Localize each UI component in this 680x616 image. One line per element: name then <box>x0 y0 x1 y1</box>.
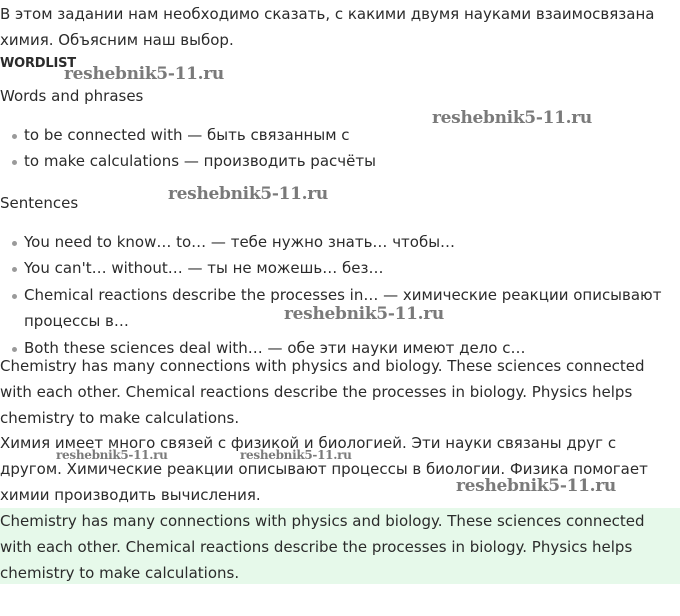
watermark: reshebnik5-11.ru <box>240 448 352 462</box>
words-heading: Words and phrases <box>0 87 144 105</box>
answer-text: Chemistry has many connections with physics and biology. These sciences connected with each other. Chemical reactions describe the processes in biology. Physics helps chemistry to make calculations. <box>0 512 645 582</box>
list-item: to make calculations — производить расчёты <box>0 148 680 174</box>
watermark: reshebnik5-11.ru <box>64 64 224 84</box>
watermark: reshebnik5-11.ru <box>56 448 168 462</box>
list-item: You need to know… to… — тебе нужно знать… чтобы… <box>0 229 680 255</box>
list-item: Chemical reactions describe the processes in… — химические реакции описывают процессы в… <box>0 282 680 334</box>
paragraph-russian: Химия имеет много связей с физикой и биологией. Эти науки связаны друг с другом. Химические реакции описывают процессы в биологии. Физика помогает химии производить вычисления. <box>0 434 648 504</box>
paragraph-english: Chemistry has many connections with physics and biology. These sciences connected with each other. Chemical reactions describe the processes in biology. Physics helps chemistry to make calculations. <box>0 357 645 427</box>
sentences-heading: Sentences <box>0 194 79 212</box>
list-item: You can't… without… — ты не можешь… без… <box>0 255 680 281</box>
watermark: reshebnik5-11.ru <box>456 476 616 496</box>
wordlist-title: WORDLIST <box>0 56 76 71</box>
sentences-list <box>0 229 680 361</box>
watermark: reshebnik5-11.ru <box>432 108 592 128</box>
list-item: Both these sciences deal with… — обе эти науки имеют дело с… <box>0 335 680 361</box>
intro-text: В этом задании нам необходимо сказать, с какими двумя науками взаимосвязана химия. Объясним наш выбор. <box>0 5 655 49</box>
list-item: to be connected with — быть связанным с <box>0 122 680 148</box>
watermark: reshebnik5-11.ru <box>168 184 328 204</box>
answer-highlight <box>0 508 680 584</box>
watermark: reshebnik5-11.ru <box>284 304 444 324</box>
words-list <box>0 122 680 174</box>
